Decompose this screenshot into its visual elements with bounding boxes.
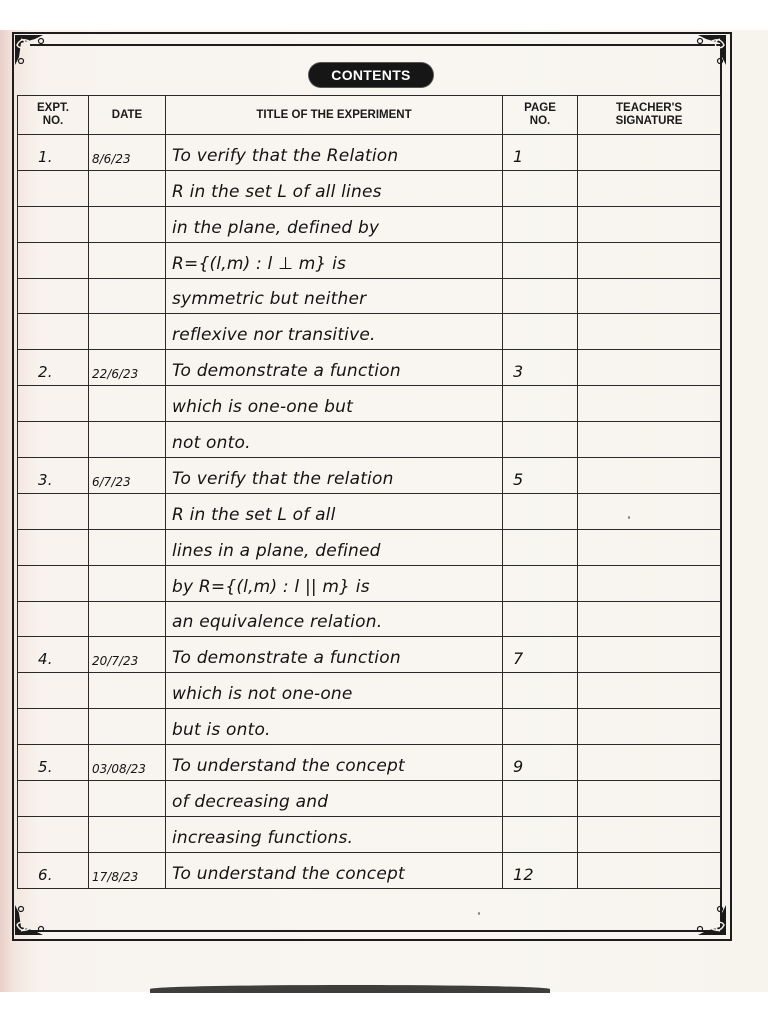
entry-date-cell — [89, 350, 166, 386]
page-edge-shadow — [150, 985, 550, 993]
header-text: TITLE OF THE EXPERIMENT — [256, 108, 412, 121]
entry-number-cell — [18, 386, 89, 422]
entry-page-number-cell — [503, 386, 578, 422]
entry-title: an equivalence relation. — [172, 612, 383, 633]
entry-date — [89, 524, 165, 529]
header-text: EXPT. — [37, 102, 69, 114]
entry-date-cell — [89, 781, 166, 817]
entry-number: 5. — [38, 758, 53, 777]
entry-title: symmetric but neither — [172, 289, 367, 310]
entry-page-number-cell — [503, 458, 578, 494]
entry-signature-cell — [578, 565, 721, 601]
entry-signature — [578, 703, 720, 708]
entry-title-cell — [166, 386, 503, 422]
entry-number — [18, 703, 88, 708]
entry-title-cell — [166, 852, 503, 888]
entry-page-number — [503, 703, 577, 708]
entry-date — [89, 596, 165, 601]
entry-title: by R={(l,m) : l || m} is — [172, 576, 370, 597]
entry-number-cell — [18, 673, 89, 709]
entry-number — [18, 308, 88, 313]
entry-date — [89, 273, 165, 278]
entry-date-cell — [89, 206, 166, 242]
entry-signature-cell — [578, 745, 721, 781]
entry-page-number-cell — [503, 170, 578, 206]
entry-signature — [578, 452, 720, 457]
entry-date-cell — [89, 673, 166, 709]
entry-title-cell — [166, 529, 503, 565]
entry-page-number: 12 — [513, 864, 534, 884]
header-text: PAGE — [524, 102, 556, 114]
paper-speck — [478, 912, 480, 915]
table-row — [18, 601, 721, 637]
entry-date-cell — [89, 745, 166, 781]
table-row — [18, 386, 721, 422]
table-header-row — [18, 96, 721, 135]
entry-page-number — [503, 273, 577, 278]
entry-signature — [578, 273, 720, 278]
entry-title: reflexive nor transitive. — [172, 325, 376, 346]
entry-title-cell — [166, 206, 503, 242]
entry-date-cell — [89, 709, 166, 745]
entry-date-cell — [89, 816, 166, 852]
entry-page-number — [503, 344, 577, 349]
entry-signature-cell — [578, 601, 721, 637]
entry-title-cell — [166, 350, 503, 386]
entry-date-cell — [89, 242, 166, 278]
entry-date: 6/7/23 — [92, 474, 131, 489]
entry-signature-cell — [578, 242, 721, 278]
entry-signature — [578, 667, 720, 672]
entry-title: increasing functions. — [172, 827, 354, 848]
entry-title: which is one-one but — [172, 397, 353, 418]
table-row — [18, 170, 721, 206]
entry-signature — [578, 237, 720, 242]
entry-page-number-cell — [503, 422, 578, 458]
entry-page-number-cell — [503, 135, 578, 171]
entry-page-number-cell — [503, 493, 578, 529]
column-header-title — [166, 96, 503, 135]
table-row — [18, 242, 721, 278]
entry-page-number — [503, 811, 577, 816]
entry-number: 3. — [38, 470, 53, 489]
entry-number: 6. — [38, 865, 53, 884]
entry-number: 1. — [38, 147, 53, 166]
entry-title: To demonstrate a function — [172, 648, 401, 669]
entry-number — [18, 811, 88, 816]
entry-page-number-cell — [503, 745, 578, 781]
entry-page-number: 5 — [513, 469, 524, 489]
entry-date: 17/8/23 — [92, 869, 139, 884]
entry-signature-cell — [578, 135, 721, 171]
entry-number-cell — [18, 745, 89, 781]
entry-signature-cell — [578, 170, 721, 206]
entry-title-cell — [166, 565, 503, 601]
entry-page-number — [503, 452, 577, 457]
entry-title-cell — [166, 170, 503, 206]
entry-number-cell — [18, 852, 89, 888]
entry-date-cell — [89, 278, 166, 314]
entry-page-number-cell — [503, 709, 578, 745]
entry-page-number — [503, 524, 577, 529]
header-text: DATE — [111, 108, 143, 121]
entry-signature-cell — [578, 529, 721, 565]
entry-date — [89, 739, 165, 744]
entry-title-cell — [166, 242, 503, 278]
entry-page-number-cell — [503, 529, 578, 565]
entry-page-number-cell — [503, 781, 578, 817]
entry-number-cell — [18, 242, 89, 278]
entry-page-number-cell — [503, 278, 578, 314]
entry-signature-cell — [578, 637, 721, 673]
column-header-signature — [578, 96, 721, 135]
entry-date-cell — [89, 135, 166, 171]
entry-date-cell — [89, 637, 166, 673]
entry-page-number: 9 — [513, 757, 524, 777]
entry-page-number-cell — [503, 314, 578, 350]
table-row — [18, 637, 721, 673]
entry-page-number: 7 — [513, 649, 524, 669]
entry-number — [18, 273, 88, 278]
entry-page-number-cell — [503, 637, 578, 673]
entry-title: R in the set L of all — [172, 504, 336, 525]
entry-signature — [578, 201, 720, 206]
entry-signature — [578, 165, 720, 170]
entry-signature — [578, 380, 720, 385]
entry-date-cell — [89, 852, 166, 888]
entry-title-cell — [166, 781, 503, 817]
entry-page-number-cell — [503, 242, 578, 278]
table-row — [18, 673, 721, 709]
entry-title-cell — [166, 709, 503, 745]
contents-heading: CONTENTS — [309, 63, 433, 87]
table-row — [18, 529, 721, 565]
entry-number — [18, 847, 88, 852]
entry-number-cell — [18, 637, 89, 673]
border-line-top — [30, 44, 720, 46]
entry-page-number — [503, 308, 577, 313]
entry-title: not onto. — [172, 433, 251, 454]
table-row — [18, 278, 721, 314]
column-header-date — [89, 96, 166, 135]
entry-signature-cell — [578, 816, 721, 852]
entry-date-cell — [89, 458, 166, 494]
corner-ornament-icon — [694, 33, 728, 67]
entry-number-cell — [18, 816, 89, 852]
entry-signature-cell — [578, 673, 721, 709]
entry-page-number — [503, 416, 577, 421]
entry-page-number-cell — [503, 350, 578, 386]
table-row — [18, 565, 721, 601]
entry-date-cell — [89, 601, 166, 637]
table-row — [18, 781, 721, 817]
entry-signature — [578, 631, 720, 636]
entry-date-cell — [89, 386, 166, 422]
entry-date-cell — [89, 529, 166, 565]
header-text: SIGNATURE — [615, 115, 683, 127]
entry-page-number-cell — [503, 601, 578, 637]
corner-ornament-icon — [694, 903, 728, 937]
paper-speck — [628, 516, 630, 519]
entry-page-number — [503, 201, 577, 206]
entry-date — [89, 201, 165, 206]
entry-number — [18, 344, 88, 349]
entry-page-number — [503, 739, 577, 744]
entry-date-cell — [89, 170, 166, 206]
entry-date — [89, 237, 165, 242]
entry-date — [89, 452, 165, 457]
corner-ornament-icon — [13, 33, 47, 67]
table-row — [18, 745, 721, 781]
entry-title-cell — [166, 637, 503, 673]
entry-title: in the plane, defined by — [172, 217, 380, 238]
table-row — [18, 709, 721, 745]
entry-number-cell — [18, 709, 89, 745]
entry-number-cell — [18, 206, 89, 242]
entry-signature — [578, 524, 720, 529]
entry-page-number — [503, 631, 577, 636]
entry-title: R={(l,m) : l ⊥ m} is — [172, 253, 347, 274]
entry-title-cell — [166, 314, 503, 350]
entry-number — [18, 201, 88, 206]
entry-title: To understand the concept — [172, 863, 405, 884]
entry-date: 22/6/23 — [92, 367, 139, 382]
entry-signature — [578, 344, 720, 349]
entry-title: R in the set L of all lines — [172, 181, 382, 202]
entry-date — [89, 811, 165, 816]
table-row — [18, 422, 721, 458]
entry-title-cell — [166, 493, 503, 529]
entry-date — [89, 847, 165, 852]
entry-date-cell — [89, 493, 166, 529]
entry-number — [18, 739, 88, 744]
table-row — [18, 852, 721, 888]
entry-page-number: 1 — [513, 146, 524, 166]
entry-date: 8/6/23 — [92, 151, 131, 166]
entry-number — [18, 524, 88, 529]
entry-date-cell — [89, 565, 166, 601]
entry-date — [89, 308, 165, 313]
column-header-expt-no — [18, 96, 89, 135]
entry-page-number-cell — [503, 852, 578, 888]
entry-page-number-cell — [503, 673, 578, 709]
header-text: NO. — [42, 115, 64, 127]
entry-signature-cell — [578, 458, 721, 494]
entry-page-number — [503, 596, 577, 601]
entry-number-cell — [18, 278, 89, 314]
entry-title: but is onto. — [172, 720, 271, 741]
entry-signature-cell — [578, 314, 721, 350]
entry-title: which is not one-one — [172, 684, 353, 705]
entry-signature — [578, 739, 720, 744]
entry-signature-cell — [578, 852, 721, 888]
entry-title: To verify that the Relation — [172, 145, 399, 166]
entry-signature — [578, 560, 720, 565]
entry-signature — [578, 488, 720, 493]
entry-date — [89, 416, 165, 421]
entry-page-number-cell — [503, 206, 578, 242]
entry-signature — [578, 596, 720, 601]
table-row — [18, 816, 721, 852]
corner-ornament-icon — [13, 903, 47, 937]
entry-page-number — [503, 237, 577, 242]
entry-page-number: 3 — [513, 362, 524, 382]
entry-title: of decreasing and — [172, 791, 329, 812]
entry-signature-cell — [578, 206, 721, 242]
entry-title-cell — [166, 601, 503, 637]
table-row — [18, 135, 721, 171]
entry-number: 2. — [38, 363, 53, 382]
table-row — [18, 493, 721, 529]
entry-signature-cell — [578, 350, 721, 386]
entry-page-number-cell — [503, 816, 578, 852]
entry-number: 4. — [38, 650, 53, 669]
entry-signature-cell — [578, 493, 721, 529]
entry-title-cell — [166, 135, 503, 171]
entry-page-number — [503, 560, 577, 565]
entry-page-number — [503, 847, 577, 852]
entry-signature — [578, 811, 720, 816]
entry-signature — [578, 416, 720, 421]
entry-number-cell — [18, 350, 89, 386]
entry-number-cell — [18, 170, 89, 206]
entry-title-cell — [166, 458, 503, 494]
contents-table — [17, 95, 721, 889]
entry-number-cell — [18, 565, 89, 601]
entry-title: To verify that the relation — [172, 468, 394, 489]
entry-number — [18, 596, 88, 601]
header-text: TEACHER'S — [616, 102, 682, 114]
entry-number-cell — [18, 422, 89, 458]
entry-number-cell — [18, 458, 89, 494]
entry-number-cell — [18, 493, 89, 529]
entry-title: To demonstrate a function — [172, 361, 401, 382]
entry-title-cell — [166, 673, 503, 709]
entry-signature-cell — [578, 278, 721, 314]
entry-number-cell — [18, 781, 89, 817]
entry-signature-cell — [578, 709, 721, 745]
table-row — [18, 458, 721, 494]
entry-date-cell — [89, 314, 166, 350]
entry-date: 03/08/23 — [92, 762, 146, 777]
entry-number — [18, 560, 88, 565]
entry-title-cell — [166, 278, 503, 314]
table-row — [18, 350, 721, 386]
entry-date — [89, 631, 165, 636]
entry-number — [18, 237, 88, 242]
entry-number-cell — [18, 601, 89, 637]
border-line-bottom — [30, 930, 720, 932]
entry-signature — [578, 847, 720, 852]
entry-signature-cell — [578, 422, 721, 458]
entry-number — [18, 452, 88, 457]
entry-signature-cell — [578, 386, 721, 422]
entry-page-number-cell — [503, 565, 578, 601]
column-header-page-no — [503, 96, 578, 135]
table-row — [18, 314, 721, 350]
entry-number-cell — [18, 529, 89, 565]
entry-signature-cell — [578, 781, 721, 817]
entry-title: To understand the concept — [172, 756, 405, 777]
entry-signature — [578, 775, 720, 780]
table-row — [18, 206, 721, 242]
entry-title: lines in a plane, defined — [172, 540, 381, 561]
entry-number-cell — [18, 135, 89, 171]
header-text: NO. — [529, 115, 551, 127]
entry-signature — [578, 883, 720, 888]
entry-date — [89, 560, 165, 565]
entry-date — [89, 344, 165, 349]
entry-number-cell — [18, 314, 89, 350]
entry-date: 20/7/23 — [92, 654, 139, 669]
entry-date — [89, 703, 165, 708]
entry-number — [18, 416, 88, 421]
entry-signature — [578, 308, 720, 313]
entry-title-cell — [166, 422, 503, 458]
entry-date-cell — [89, 422, 166, 458]
entry-title-cell — [166, 745, 503, 781]
entry-number — [18, 631, 88, 636]
entry-title-cell — [166, 816, 503, 852]
